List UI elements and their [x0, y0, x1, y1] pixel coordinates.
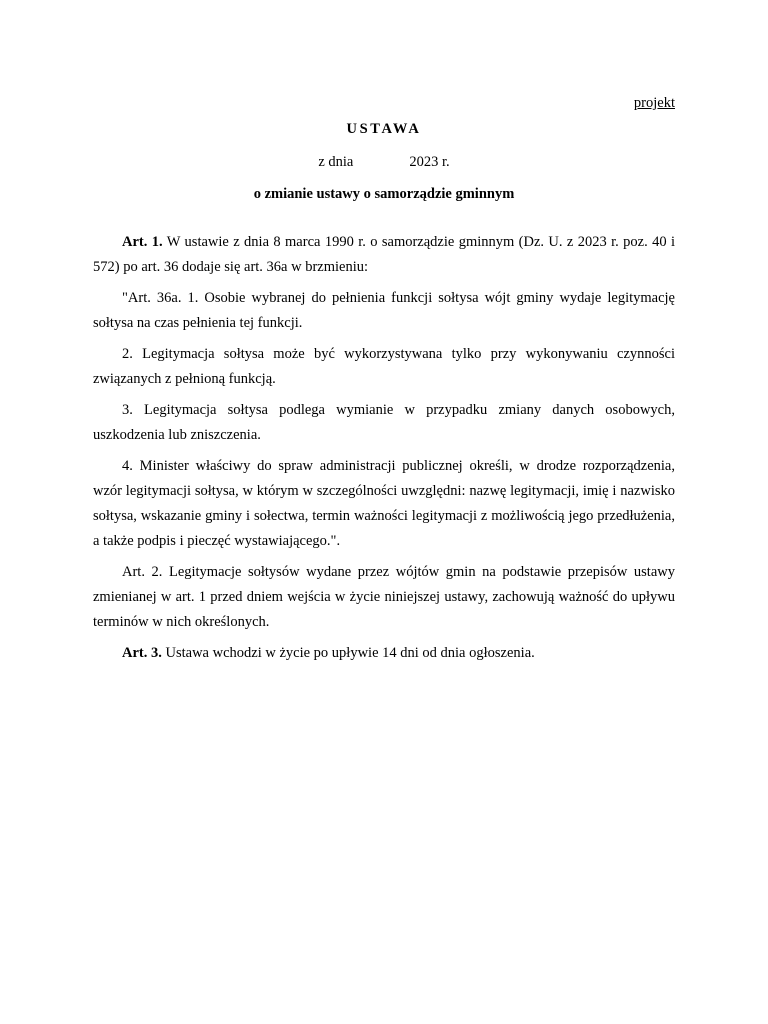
act-date-line [0, 153, 768, 171]
date-year: 2023 r. [409, 154, 450, 170]
article-36a-paragraph-3: 3. Legitymacja sołtysa podlega wymianie w przypadku zmiany danych osobowych, uszkodzenia lub zniszczenia. [93, 402, 675, 443]
article-3-label: Art. 3. [122, 645, 162, 661]
article-36a-paragraph-4: 4. Minister właściwy do spraw administracji publicznej określi, w drodze rozporządzenia, wzór legitymacji sołtysa, w którym w szczególności uwzględni: nazwę legitymacji, imię i nazwisko sołtysa, wskazanie gminy i sołectwa, termin ważności legitymacji z możliwością jego przedłużenia, a także podpis i pieczęć wystawiającego.". [93, 458, 675, 549]
act-body [93, 230, 675, 672]
act-subject: o zmianie ustawy o samorządzie gminnym [253, 186, 515, 202]
article-1-label: Art. 1. [122, 234, 163, 250]
article-2: Art. 2. Legitymacje sołtysów wydane przez wójtów gmin na podstawie przepisów ustawy zmienianej w art. 1 przed dniem wejścia w życie niniejszej ustawy, zachowują ważność do upływu terminów w nich określonych. [93, 564, 675, 630]
act-title: USTAWA [346, 121, 422, 137]
article-1-text: W ustawie z dnia 8 marca 1990 r. o samorządzie gminnym (Dz. U. z 2023 r. poz. 40 i 572) po art. 36 dodaje się art. 36a w brzmieniu: [93, 234, 675, 275]
draft-mark: projekt [633, 95, 675, 111]
article-3-text: Ustawa wchodzi w życie po upływie 14 dni od dnia ogłoszenia. [161, 645, 535, 661]
article-36a-paragraph-2: 2. Legitymacja sołtysa może być wykorzystywana tylko przy wykonywaniu czynności związanych z pełnioną funkcją. [93, 346, 675, 387]
article-1 [93, 230, 675, 280]
date-prefix: z dnia [318, 154, 354, 170]
article-36a-paragraph-1: "Art. 36a. 1. Osobie wybranej do pełnienia funkcji sołtysa wójt gminy wydaje legitymację sołtysa na czas pełnienia tej funkcji. [93, 290, 675, 331]
article-3 [93, 641, 675, 666]
